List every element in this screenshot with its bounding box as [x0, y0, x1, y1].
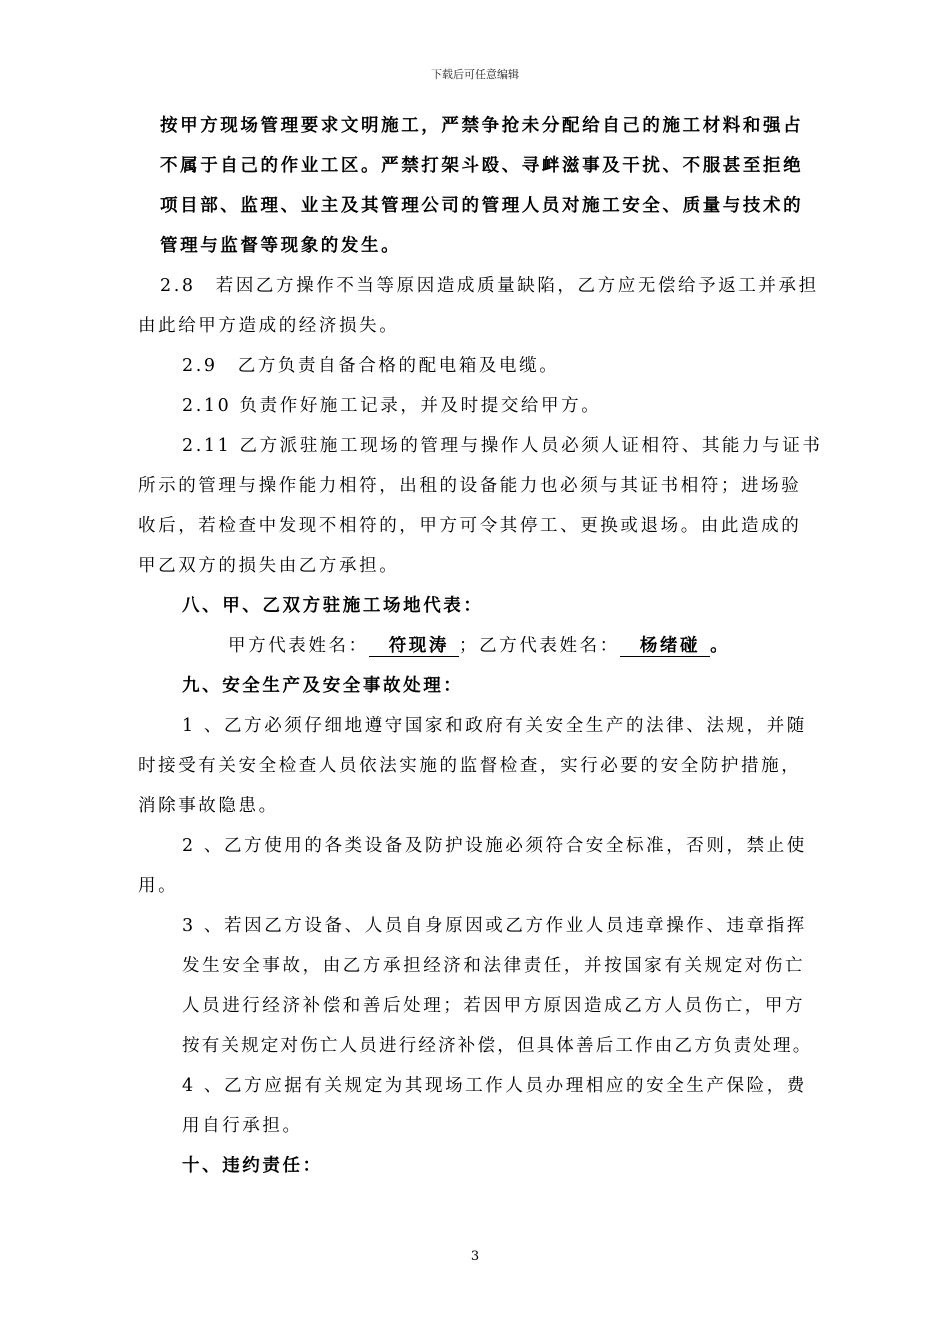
- clause-2-8: 2.8 若因乙方操作不当等原因造成质量缺陷，乙方应无偿给予返工并承担: [160, 276, 819, 296]
- separator: ；: [459, 636, 480, 656]
- representatives-line: [228, 635, 730, 657]
- paragraph-line: 用自行承担。: [182, 1116, 303, 1136]
- paragraph-line: 人员进行经济补偿和善后处理；若因甲方原因造成乙方人员伤亡，甲方: [182, 996, 806, 1016]
- page-header: 下载后可任意编辑: [431, 68, 519, 81]
- clause-2-11: 2.11 乙方派驻施工现场的管理与操作人员必须人证相符、其能力与证书: [182, 436, 823, 456]
- clause-2-9: 2.9 乙方负责自备合格的配电箱及电缆。: [182, 356, 560, 376]
- paragraph-line: 时接受有关安全检查人员依法实施的监督检查，实行必要的安全防护措施，: [138, 756, 802, 776]
- section-heading-8: 八、甲、乙双方驻施工场地代表：: [182, 596, 484, 616]
- paragraph-line: 所示的管理与操作能力相符，出租的设备能力也必须与其证书相符；进场验: [138, 476, 802, 496]
- paragraph-line: 收后，若检查中发现不相符的，甲方可令其停工、更换或退场。由此造成的: [138, 516, 802, 536]
- item-3: 3 、若因乙方设备、人员自身原因或乙方作业人员违章操作、违章指挥: [182, 916, 807, 936]
- section-heading-9: 九、安全生产及安全事故处理：: [182, 676, 464, 696]
- clause-2-10: 2.10 负责作好施工记录，并及时提交给甲方。: [182, 396, 602, 416]
- party-a-name: 符现涛: [369, 636, 459, 657]
- paragraph-line: 项目部、监理、业主及其管理公司的管理人员对施工安全、质量与技术的: [160, 196, 804, 216]
- item-4: 4 、乙方应据有关规定为其现场工作人员办理相应的安全生产保险，费: [182, 1076, 807, 1096]
- paragraph-line: 不属于自己的作业工区。严禁打架斗殴、寻衅滋事及干扰、不服甚至拒绝: [160, 156, 804, 176]
- paragraph-line: 甲乙双方的损失由乙方承担。: [138, 556, 400, 576]
- party-a-label: 甲方代表姓名：: [228, 636, 369, 656]
- paragraph-line: 用。: [138, 876, 179, 896]
- paragraph-line: 发生安全事故，由乙方承担经济和法律责任，并按国家有关规定对伤亡: [182, 956, 806, 976]
- item-2: 2 、乙方使用的各类设备及防护设施必须符合安全标准，否则，禁止使: [182, 836, 807, 856]
- paragraph-line: 按甲方现场管理要求文明施工，严禁争抢未分配给自己的施工材料和强占: [160, 116, 804, 136]
- paragraph-line: 由此给甲方造成的经济损失。: [138, 316, 400, 336]
- section-heading-10: 十、违约责任：: [182, 1156, 323, 1176]
- party-b-label: 乙方代表姓名：: [479, 636, 620, 656]
- paragraph-line: 管理与监督等现象的发生。: [160, 236, 402, 256]
- end-mark: 。: [710, 636, 731, 656]
- page-number: 3: [470, 1249, 480, 1264]
- paragraph-line: 消除事故隐患。: [138, 796, 279, 816]
- item-1: 1 、乙方必须仔细地遵守国家和政府有关安全生产的法律、法规，并随: [182, 716, 807, 736]
- party-b-name: 杨绪碰: [620, 636, 710, 657]
- paragraph-line: 按有关规定对伤亡人员进行经济补偿，但具体善后工作由乙方负责处理。: [182, 1036, 813, 1056]
